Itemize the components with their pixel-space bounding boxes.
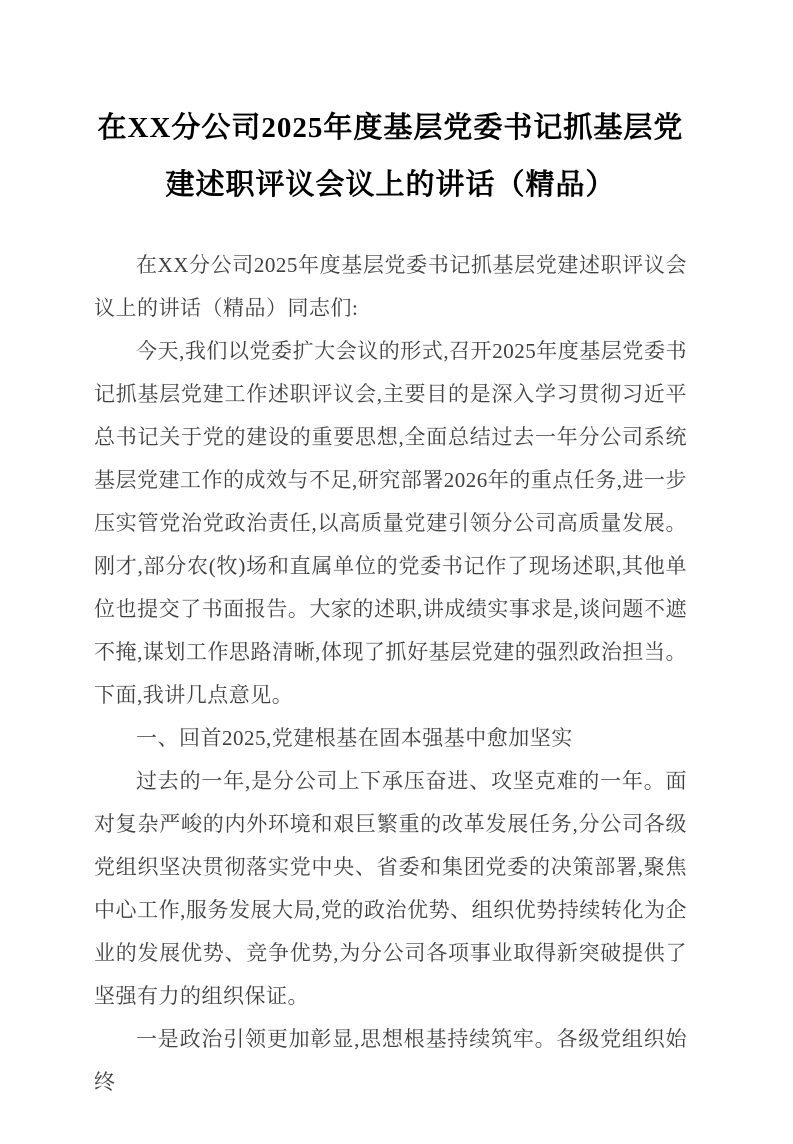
document-title: 在XX分公司2025年度基层党委书记抓基层党建述职评议会议上的讲话（精品） bbox=[97, 112, 684, 201]
paragraph-opening: 今天,我们以党委扩大会议的形式,召开2025年度基层党委书记抓基层党建工作述职评议会,主要目的是深入学习贯彻习近平总书记关于党的建设的重要思想,全面总结过去一年分公司系统基层党建工作的成效与不足,研究部署2026年的重点任务,进一步压实管党治党政治责任,以高质量党建引领分公司高质量发展。刚才,部分农(牧)场和直属单位的党委书记作了现场述职,其他单位也提交了书面报告。大家的述职,讲成绩实事求是,谈问题不遮不掩,谋划工作思路清晰,体现了抓好基层党建的强烈政治担当。下面,我讲几点意见。 bbox=[94, 339, 687, 707]
paragraph-intro: 在XX分公司2025年度基层党委书记抓基层党建述职评议会议上的讲话（精品）同志们: bbox=[94, 253, 687, 320]
paragraph-point-one: 一是政治引领更加彰显,思想根基持续筑牢。各级党组织始终 bbox=[94, 1027, 687, 1094]
paragraph-section-heading-1: 一、回首2025,党建根基在固本强基中愈加坚实 bbox=[136, 726, 573, 750]
paragraph-review-year: 过去的一年,是分公司上下承压奋进、攻坚克难的一年。面对复杂严峻的内外环境和艰巨繁重的改革发展任务,分公司各级党组织坚决贯彻落实党中央、省委和集团党委的决策部署,聚焦中心工作,服务发展大局,党的政治优势、组织优势持续转化为企业的发展优势、竞争优势,为分公司各项事业取得新突破提供了坚强有力的组织保证。 bbox=[94, 769, 687, 1008]
